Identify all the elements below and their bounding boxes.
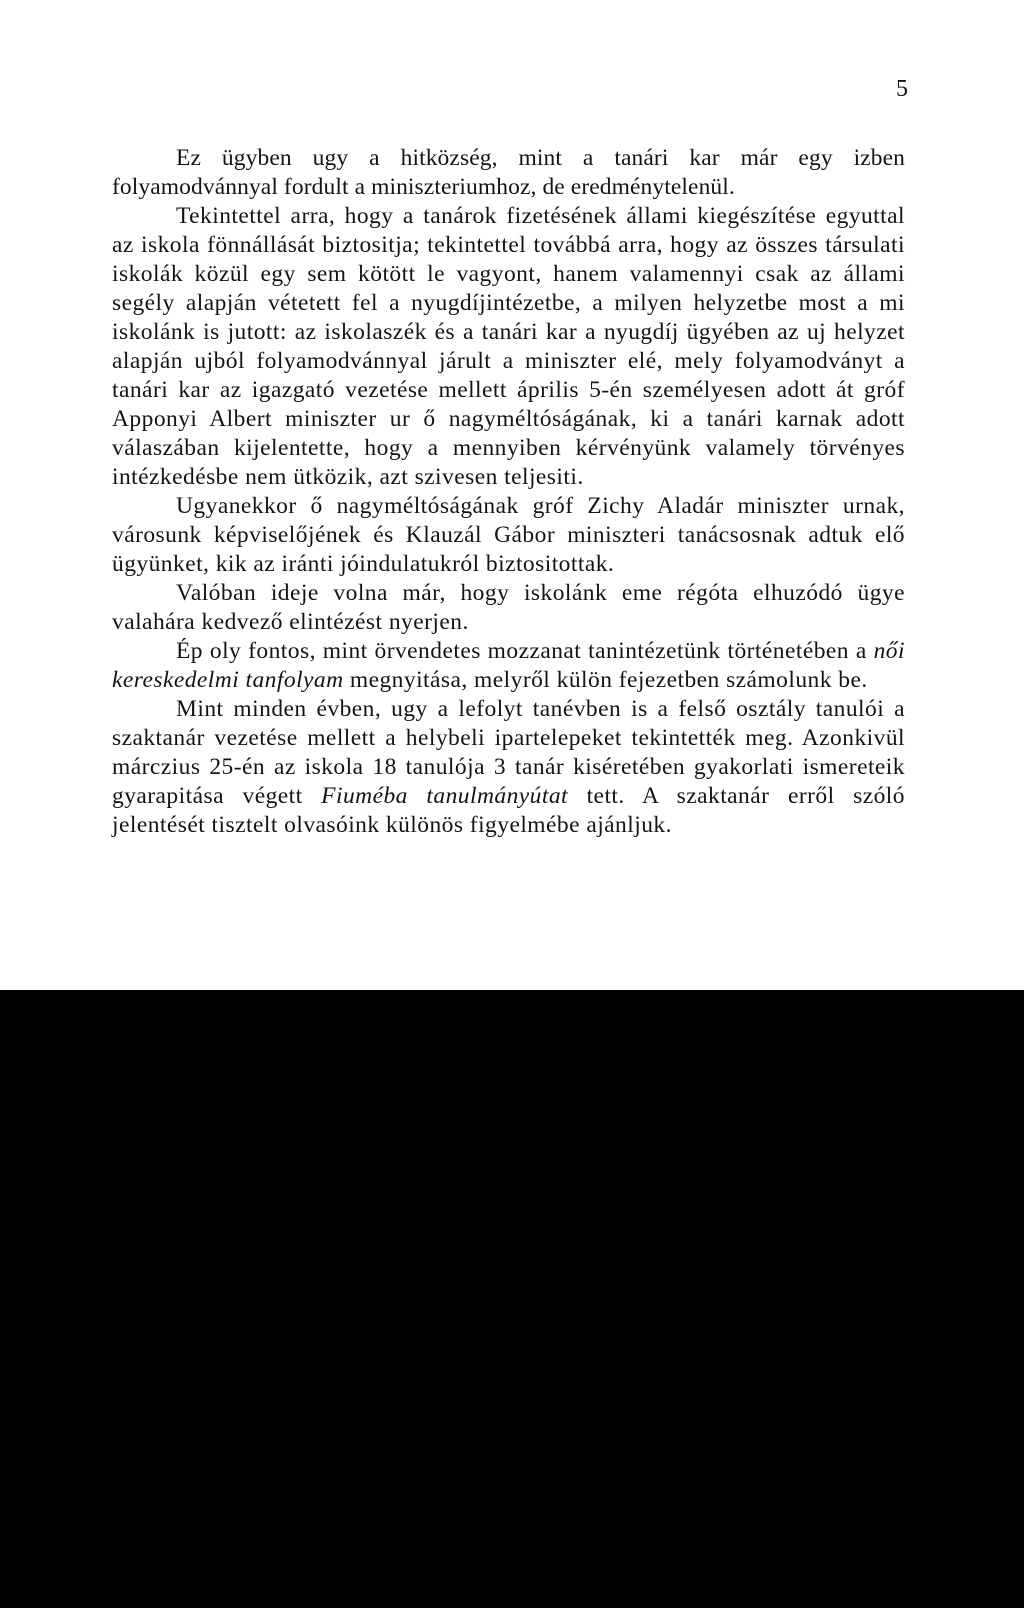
paragraph-5-after: megnyitása, melyről külön fejezetben számolunk be. [343,667,868,693]
paragraph-5 [112,637,905,695]
paragraph-6-before: Mint minden évben, ugy a lefolyt tanévben is a felső osztály tanulói a szaktanár vezetése mellett a helybeli ipartelepeket tekintették meg. Azonkivül márczius 25-én az iskola 18 tanulója 3 tanár kiséretében gyakorlati ismereteik gyarapitása végett [112,696,905,809]
paragraph-5-before: Ép oly fontos, mint örvendetes mozzanat tanintézetünk történetében a [176,638,874,664]
paragraph-6-emphasis: Fiuméba tanulmányútat [321,783,569,809]
body-text [112,144,905,840]
paragraph-1: Ez ügyben ugy a hitközség, mint a tanári kar már egy izben folyamodvánnyal fordult a miniszteriumhoz, de eredménytelenül. [112,145,905,200]
paragraph-6 [112,695,905,840]
paragraph-4: Valóban ideje volna már, hogy iskolánk eme régóta elhuzódó ügye valahára kedvező elintézést nyerjen. [112,580,905,635]
paragraph-3: Ugyanekkor ő nagyméltóságának gróf Zichy Aladár miniszter urnak, városunk képviselőjének és Klauzál Gábor miniszteri tanácsosnak adtuk elő ügyünket, kik az iránti jóindulatukról biztositottak. [112,493,905,577]
paragraph-2: Tekintettel arra, hogy a tanárok fizetésének állami kiegészítése egyuttal az iskola fönnállását biztositja; tekintettel továbbá arra, hogy az összes társulati iskolák közül egy sem kötött le vagyont, hanem valamennyi csak az állami segély alapján vétetett fel a nyugdíjintézetbe, a milyen helyzetbe most a mi iskolánk is jutott: az iskolaszék és a tanári kar a nyugdíj ügyében az uj helyzet alapján ujból folyamodvánnyal járult a miniszter elé, mely folyamodványt a tanári kar az igazgató vezetése mellett április 5-én személyesen adott át gróf Apponyi Albert miniszter ur ő nagyméltóságának, ki a tanári karnak adott válaszában kijelentette, hogy a mennyiben kérvényünk valamely törvényes intézkedésbe nem ütközik, azt szivesen teljesiti. [112,203,905,490]
paragraph-5-emphasis: női kereskedelmi tanfolyam [112,638,905,693]
paragraph-6-after: tett. A szaktanár erről szóló jelentését tisztelt olvasóink különös figyelmébe ajánljuk. [112,783,905,838]
page-number: 5 [896,76,908,102]
